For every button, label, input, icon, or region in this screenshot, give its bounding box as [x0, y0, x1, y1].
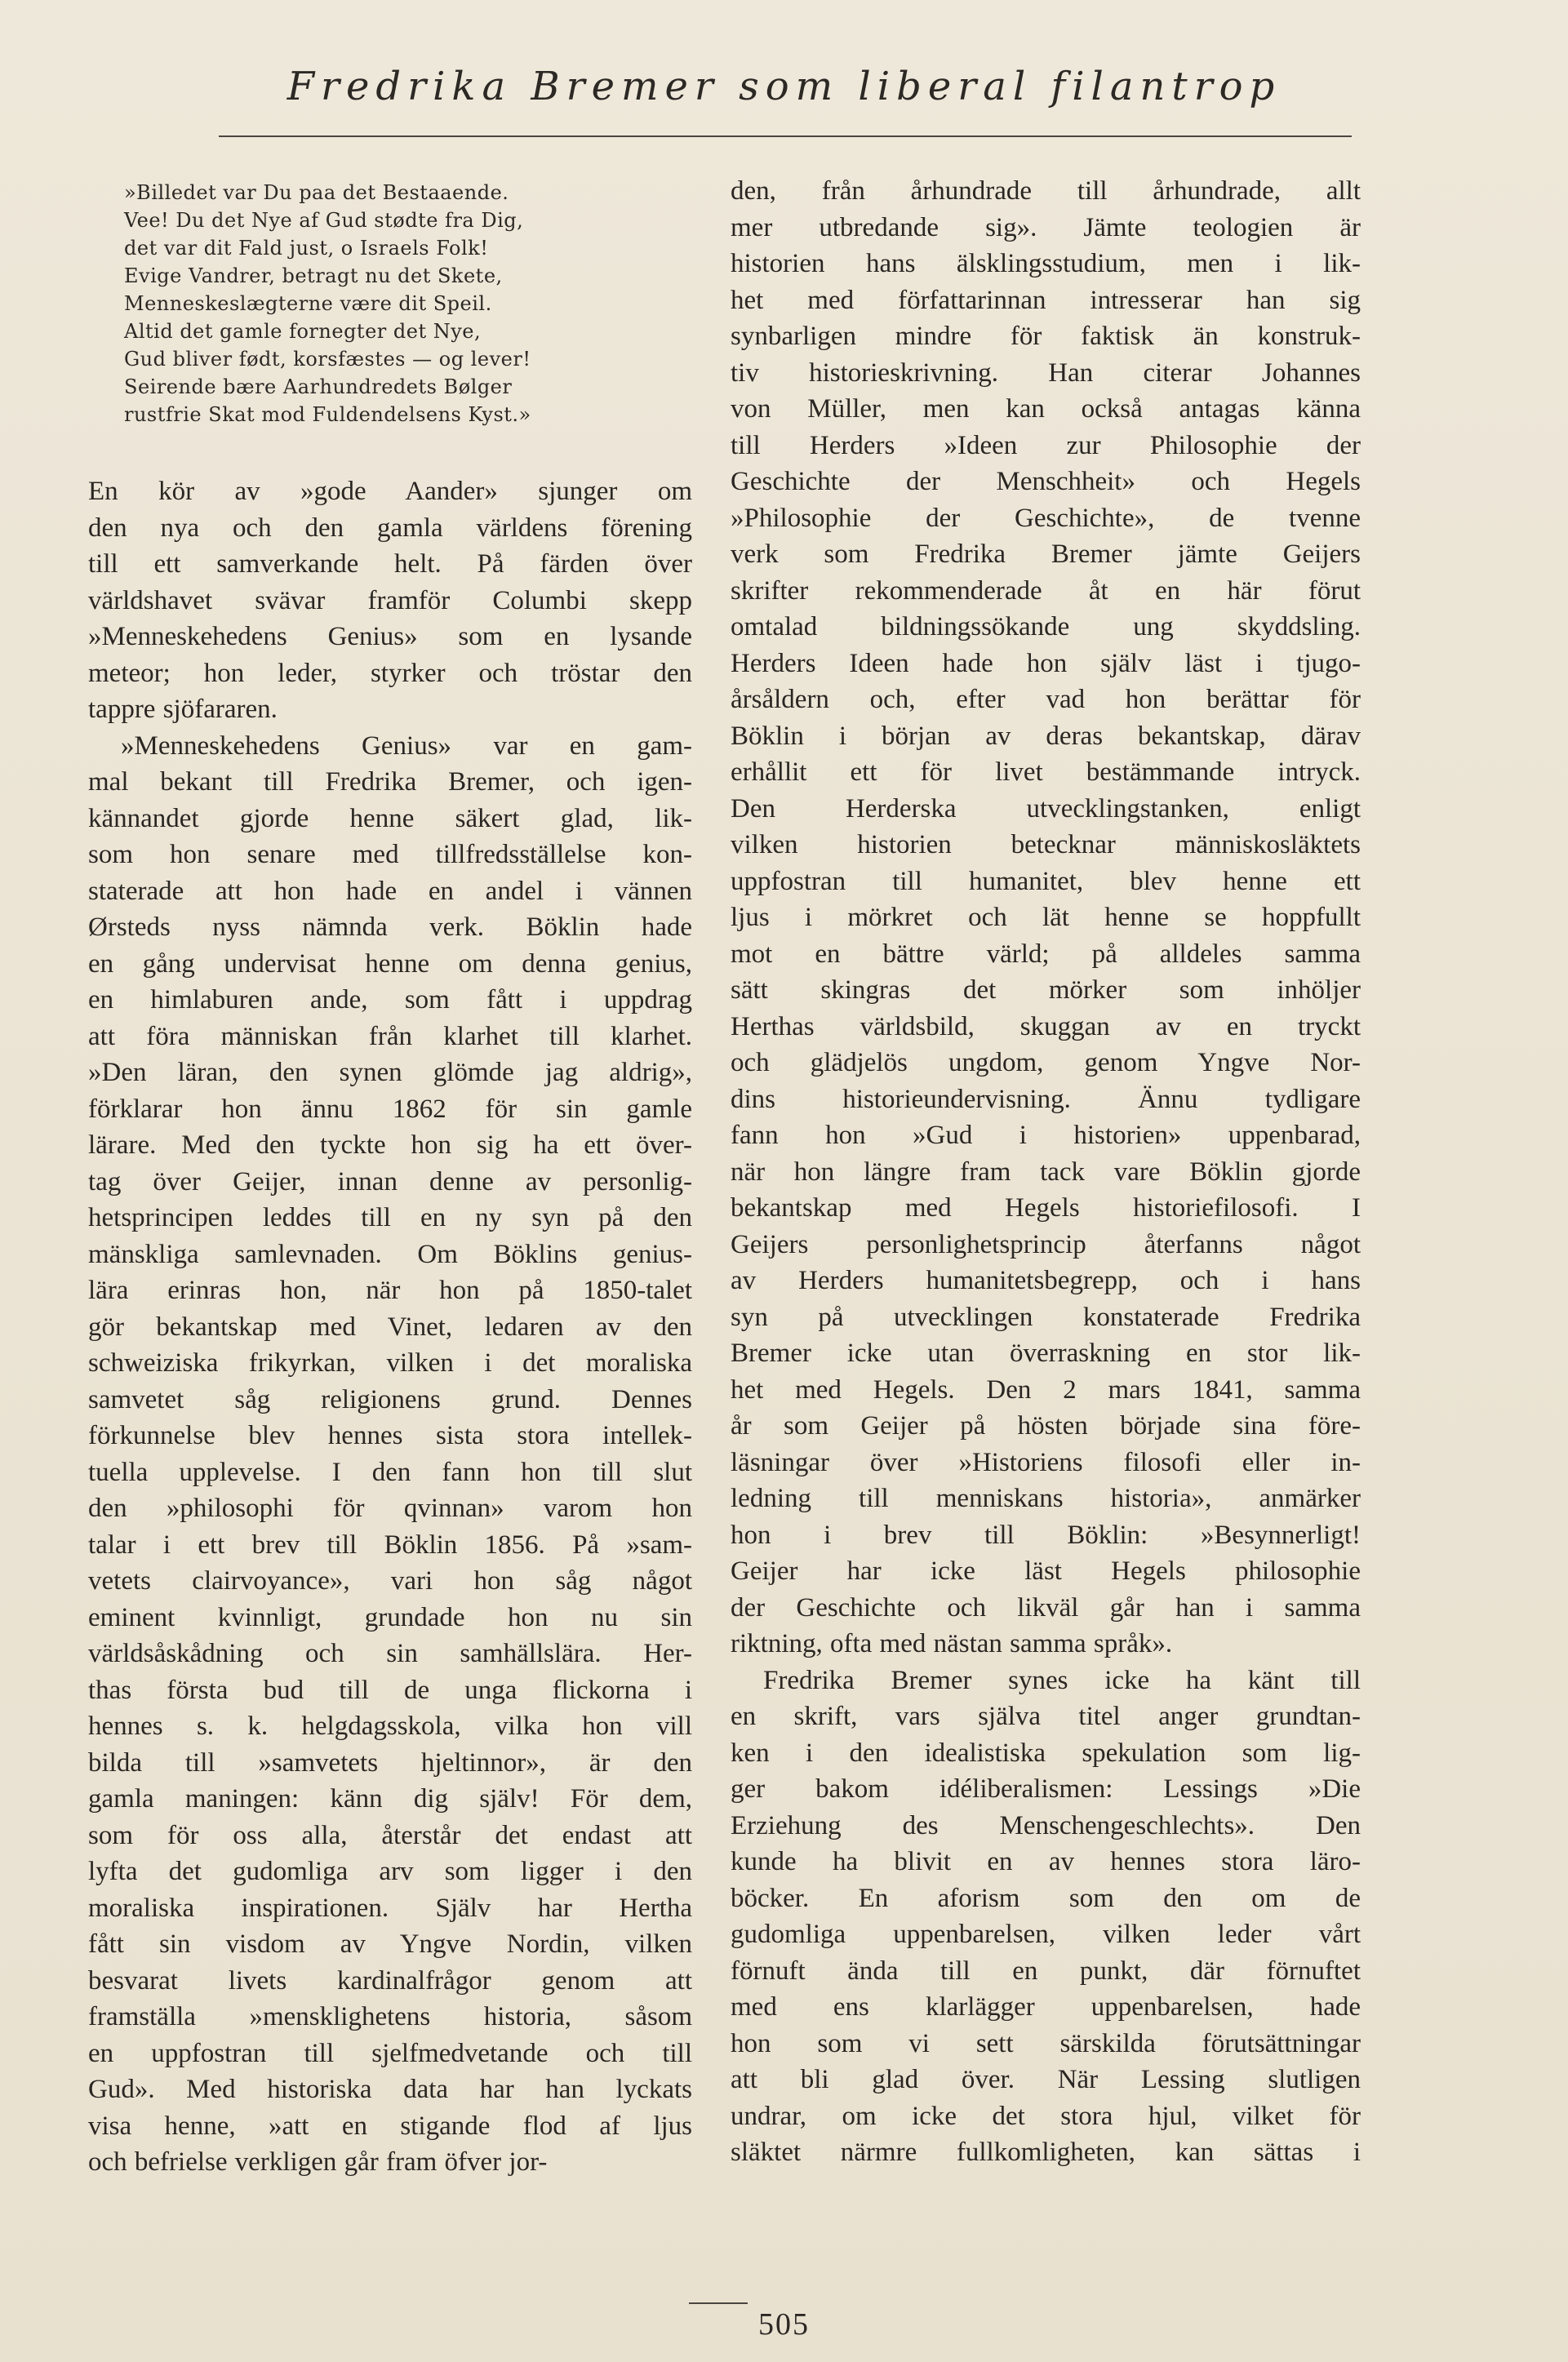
text-line: skrifter rekommenderade åt en här förut [731, 575, 1361, 606]
text-line: tappre sjöfararen. [88, 695, 278, 724]
text-line: hon som vi sett särskilda förutsättningar [731, 2028, 1361, 2058]
text-line: läsningar över »Historiens filosofi eller in- [731, 1447, 1361, 1477]
text-line: böcker. En aforism som den om de [731, 1883, 1361, 1913]
text-line: hon i brev till Böklin: »Besynnerligt! [731, 1520, 1361, 1550]
text-line: schweiziska frikyrkan, vilken i det moraliska [88, 1348, 692, 1378]
text-line: dins historieundervisning. Ännu tydligare [731, 1084, 1361, 1114]
text-line: förnuft ända till en punkt, där förnuftet [731, 1956, 1361, 1986]
text-line: gudomliga uppenbarelsen, vilken leder vårt [731, 1920, 1361, 1949]
text-line: tiv historieskrivning. Han citerar Johannes [731, 357, 1361, 388]
text-line: besvarat livets kardinalfrågor genom att [88, 1965, 692, 1996]
text-line: »Menneskehedens Genius» som en lysande [88, 622, 692, 651]
text-line: som för oss alla, återstår det endast att [88, 1820, 692, 1850]
text-line: ger bakom idéliberalismen: Lessings »Die [731, 1774, 1361, 1804]
text-line: den, från århundrade till århundrade, allt [731, 176, 1361, 206]
text-line: lyfta det gudomliga arv som ligger i den [88, 1857, 692, 1886]
text-line: med ens klarlägger uppenbarelsen, hade [731, 1992, 1361, 2022]
text-line: mänskliga samlevnaden. Om Böklins genius- [88, 1239, 692, 1269]
text-line: som hon senare med tillfredsställelse kon- [88, 840, 692, 869]
text-line: årsåldern och, efter vad hon berättar för [731, 685, 1361, 714]
text-line: erhållit ett för livet bestämmande intryck. [731, 757, 1361, 787]
text-line: thas första bud till de unga flickorna i [88, 1675, 692, 1705]
text-line: meteor; hon leder, styrker och tröstar den [88, 658, 692, 688]
text-line: En kör av »gode Aander» sjunger om [88, 477, 692, 506]
text-line: ledning till menniskans historia», anmärker [731, 1484, 1361, 1513]
text-line: framställa »mensklighetens historia, såsom [88, 2002, 692, 2031]
text-line: omtalad bildningssökande ung skyddsling. [731, 612, 1361, 642]
text-line: den nya och den gamla världens förening [88, 513, 692, 543]
text-line: världsåskådning och sin samhällslära. Her- [88, 1639, 692, 1668]
text-line: vilken historien betecknar människosläktets [731, 830, 1361, 859]
verse-line: »Billedet var Du paa det Bestaaende. [124, 181, 509, 204]
verse-line: Altid det gamle fornegter det Nye, [124, 320, 482, 343]
text-line: historien hans älsklingsstudium, men i lik- [731, 249, 1361, 278]
text-line: Fredrika Bremer synes icke ha känt till [763, 1665, 1361, 1695]
text-line: den »philosophi för qvinnan» varom hon [88, 1494, 692, 1523]
text-line: till ett samverkande helt. På färden över [88, 549, 692, 579]
text-line: och befrielse verkligen går fram öfver jor- [88, 2147, 548, 2177]
text-line: talar i ett brev till Böklin 1856. På »sam- [88, 1530, 692, 1560]
text-line: när hon längre fram tack vare Böklin gjorde [731, 1157, 1361, 1187]
text-line: en gång undervisat henne om denna genius, [88, 948, 692, 979]
text-line: mer utbredande sig». Jämte teologien är [731, 212, 1361, 242]
text-line: »Menneskehedens Genius» var en gam- [121, 730, 692, 761]
text-line: tag över Geijer, innan denne av personlig- [88, 1166, 692, 1197]
text-line: hennes s. k. helgdagsskola, vilka hon vill [88, 1712, 692, 1741]
verse-line: Evige Vandrer, betragt nu det Skete, [124, 264, 503, 287]
text-line: Geschichte der Menschheit» och Hegels [731, 467, 1361, 496]
verse-line: Gud bliver født, korsfæstes — og lever! [124, 348, 531, 371]
text-line: en himlaburen ande, som fått i uppdrag [88, 985, 692, 1015]
text-line: Böklin i början av deras bekantskap, därav [731, 721, 1361, 751]
text-line: sätt skingras det mörker som inhöljer [731, 975, 1361, 1005]
text-line: lärare. Med den tyckte hon sig ha ett över- [88, 1130, 692, 1160]
text-line: fann hon »Gud i historien» uppenbarad, [731, 1121, 1361, 1150]
text-line: och glädjelös ungdom, genom Yngve Nor- [731, 1048, 1361, 1077]
verse-line: Seirende bære Aarhundredets Bølger [124, 375, 513, 398]
verse-line: det var dit Fald just, o Israels Folk! [124, 237, 489, 260]
text-line: en skrift, vars själva titel anger grundtan- [731, 1702, 1361, 1731]
text-line: synbarligen mindre för faktisk än konstruk- [731, 322, 1361, 351]
text-line: lära erinras hon, när hon på 1850-talet [88, 1276, 692, 1305]
text-line: förkunnelse blev hennes sista stora intellek- [88, 1421, 692, 1450]
text-line: het med Hegels. Den 2 mars 1841, samma [731, 1374, 1361, 1405]
text-line: samvetet såg religionens grund. Dennes [88, 1384, 692, 1414]
text-line: gamla maningen: känn dig själv! För dem, [88, 1784, 692, 1814]
page-number: 505 [758, 2307, 810, 2342]
text-line: till Herders »Ideen zur Philosophie der [731, 430, 1361, 460]
text-line: von Müller, men kan också antagas känna [731, 394, 1361, 424]
text-line: fått sin visdom av Yngve Nordin, vilken [88, 1929, 692, 1959]
text-line: gör bekantskap med Vinet, ledaren av den [88, 1312, 692, 1342]
text-line: der Geschichte och likväl går han i samma [731, 1592, 1361, 1623]
text-line: mot en bättre värld; på alldeles samma [731, 939, 1361, 969]
right-column [731, 173, 1361, 2171]
text-line: en uppfostran till sjelfmedvetande och till [88, 2038, 692, 2068]
text-line: Ørsteds nyss nämnda verk. Böklin hade [88, 912, 692, 942]
verse-line: rustfrie Skat mod Fuldendelsens Kyst.» [124, 403, 531, 426]
text-line: kännandet gjorde henne säkert glad, lik- [88, 803, 692, 833]
text-line: Gud». Med historiska data har han lyckats [88, 2075, 692, 2104]
text-line: tuella upplevelse. I den fann hon till slut [88, 1457, 692, 1487]
text-line: att bli glad över. När Lessing slutligen [731, 2065, 1361, 2094]
text-line: vetets clairvoyance», vari hon såg något [88, 1566, 692, 1596]
text-line: ljus i mörkret och lät henne se hoppfullt [731, 903, 1361, 932]
text-line: riktning, ofta med nästan samma språk». [731, 1629, 1173, 1658]
text-line: Geijers personlighetsprincip återfanns något [731, 1229, 1361, 1259]
verse-quotation [124, 179, 646, 428]
left-column [88, 473, 692, 2181]
text-line: »Philosophie der Geschichte», de tvenne [731, 503, 1361, 533]
text-line: visa henne, »att en stigande flod af ljus [88, 2111, 692, 2141]
text-line: Geijer har icke läst Hegels philosophie [731, 1556, 1361, 1586]
text-line: bilda till »samvetets hjeltinnor», är den [88, 1747, 692, 1778]
text-line: syn på utvecklingen konstaterade Fredrika [731, 1302, 1361, 1332]
text-line: kunde ha blivit en av hennes stora läro- [731, 1847, 1361, 1876]
text-line: undrar, om icke det stora hjul, vilket för [731, 2101, 1361, 2131]
text-line: bekantskap med Hegels historiefilosofi. I [731, 1193, 1361, 1223]
text-line: Den Herderska utvecklingstanken, enligt [731, 793, 1361, 824]
text-line: hetsprincipen leddes till en ny syn på den [88, 1203, 692, 1232]
text-line: år som Geijer på hösten började sina före- [731, 1411, 1361, 1441]
text-line: ken i den idealistiska spekulation som lig- [731, 1738, 1361, 1768]
text-line: förklarar hon ännu 1862 för sin gamle [88, 1094, 692, 1124]
text-line: verk som Fredrika Bremer jämte Geijers [731, 539, 1361, 569]
running-title: Fredrika Bremer som liberal filantrop [287, 64, 1281, 109]
text-line: eminent kvinnligt, grundade hon nu sin [88, 1602, 692, 1632]
text-line: Herthas världsbild, skuggan av en tryckt [731, 1011, 1361, 1041]
text-line: moraliska inspirationen. Själv har Hertha [88, 1893, 692, 1923]
verse-line: Menneskeslægterne være dit Speil. [124, 292, 492, 315]
text-line: het med författarinnan intresserar han sig [731, 285, 1361, 315]
text-line: uppfostran till humanitet, blev henne ett [731, 866, 1361, 896]
text-line: mal bekant till Fredrika Bremer, och igen- [88, 767, 692, 797]
verse-line: Vee! Du det Nye af Gud stødte fra Dig, [124, 209, 524, 232]
text-line: att föra människan från klarhet till klarhet. [88, 1021, 692, 1051]
text-line: »Den läran, den synen glömde jag aldrig», [88, 1058, 692, 1087]
header-rule [219, 135, 1352, 137]
text-line: Erziehung des Menschengeschlechts». Den [731, 1810, 1361, 1840]
page-number-rule [689, 2302, 748, 2304]
text-line: av Herders humanitetsbegrepp, och i hans [731, 1266, 1361, 1295]
text-line: världshavet svävar framför Columbi skepp [88, 585, 692, 615]
text-line: Herders Ideen hade hon själv läst i tjugo- [731, 648, 1361, 678]
text-line: staterade att hon hade en andel i vännen [88, 876, 692, 906]
text-line: släktet närmre fullkomligheten, kan sättas i [731, 2138, 1361, 2167]
text-line: Bremer icke utan överraskning en stor lik- [731, 1339, 1361, 1368]
